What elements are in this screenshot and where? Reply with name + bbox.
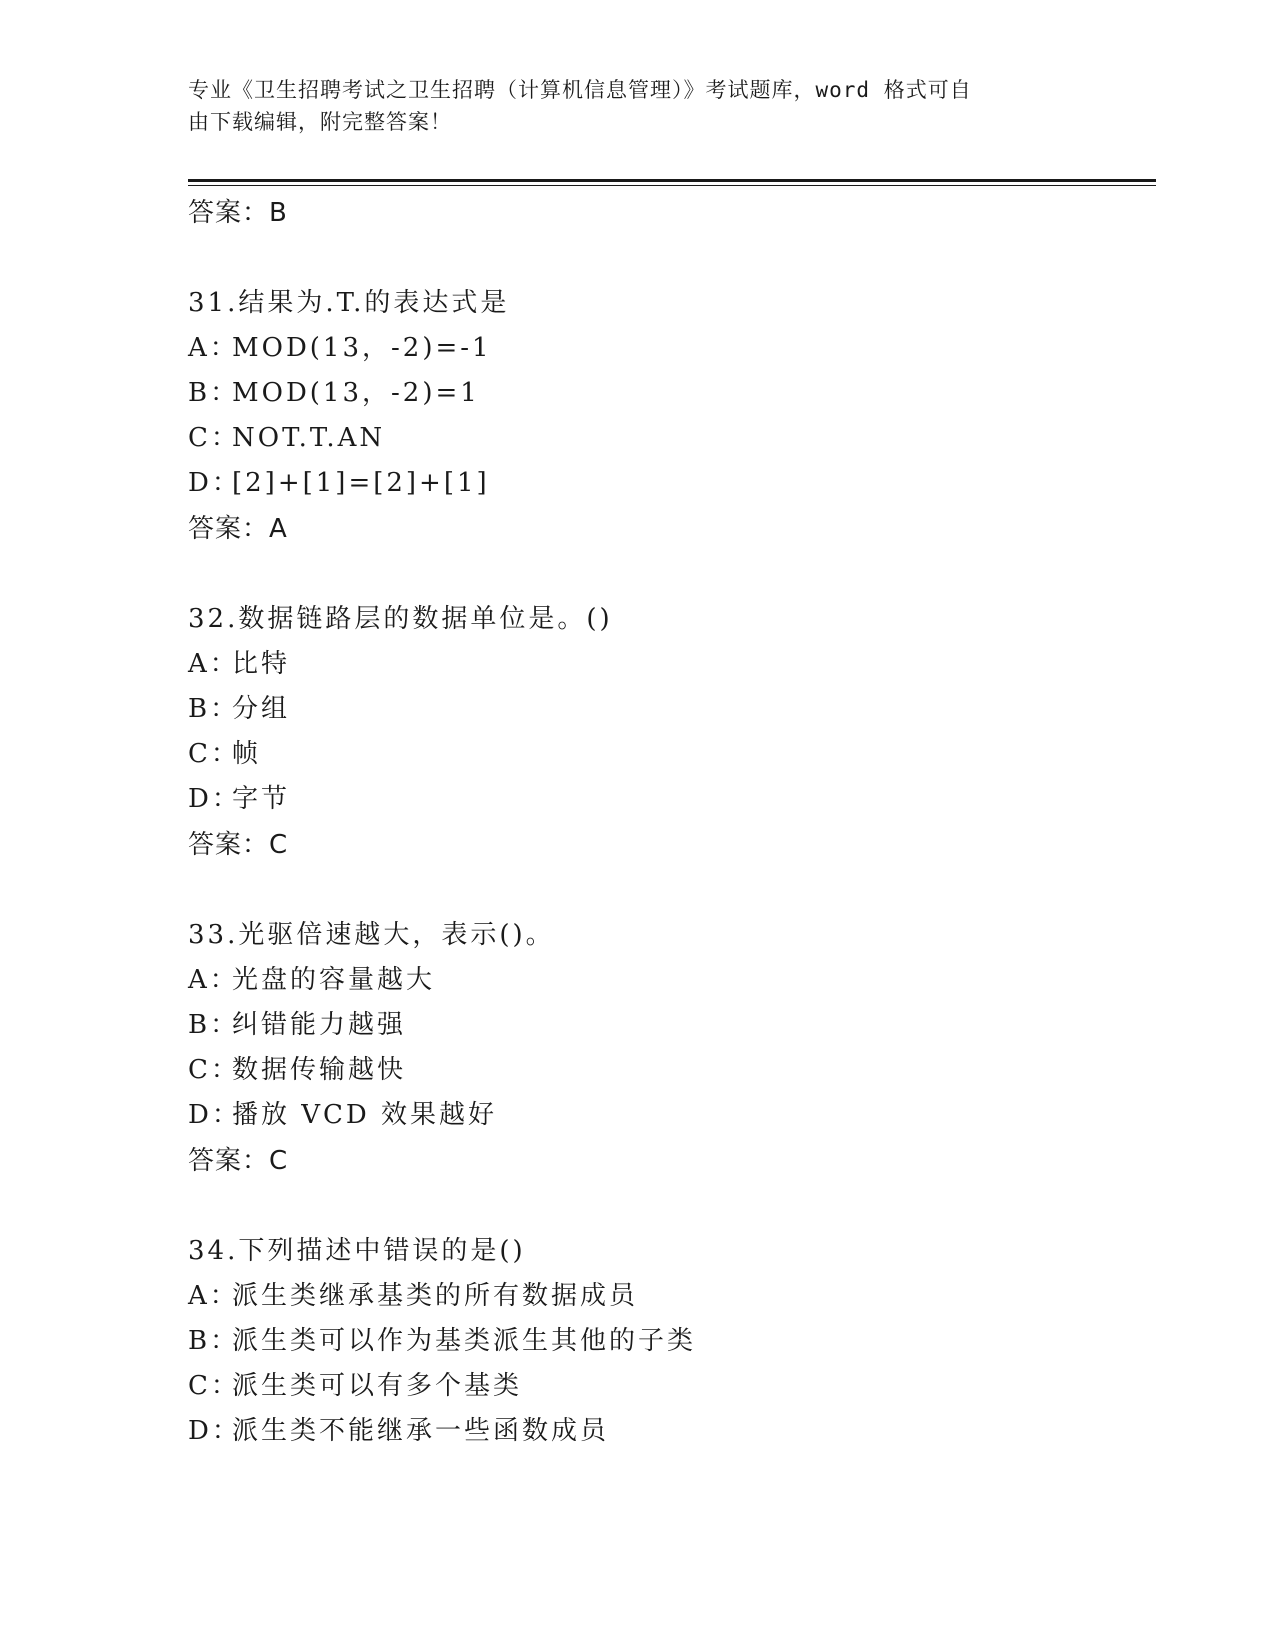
option-key: B： <box>188 1326 240 1356</box>
option-b <box>188 1003 1156 1048</box>
option-c <box>188 1048 1156 1093</box>
question-stem: 32.数据链路层的数据单位是。() <box>188 604 613 634</box>
option-d <box>188 461 1156 506</box>
option-key: A： <box>188 333 239 363</box>
option-text: 派生类可以有多个基类 <box>232 1371 523 1401</box>
option-a <box>188 326 1156 371</box>
option-text: 帧 <box>232 739 262 769</box>
page-header <box>188 74 1068 138</box>
option-key: D： <box>188 1416 241 1446</box>
option-key: C： <box>188 1055 240 1085</box>
option-c <box>188 416 1156 461</box>
option-key: B： <box>188 378 240 408</box>
answer-line: 答案：C <box>188 1146 289 1176</box>
answer-line: 答案：A <box>188 514 288 544</box>
option-text: [2]+[1]=[2]+[1] <box>232 468 490 498</box>
option-c <box>188 1364 1156 1409</box>
option-b <box>188 1319 1156 1364</box>
option-text: 派生类不能继承一些函数成员 <box>232 1416 610 1446</box>
header-line-2: 由下载编辑，附完整答案！ <box>188 110 452 134</box>
option-a <box>188 642 1156 687</box>
question-stem: 33.光驱倍速越大，表示()。 <box>188 920 555 950</box>
answer-line: 答案：B <box>188 198 288 228</box>
option-text: NOT.T.AN <box>232 423 386 453</box>
option-a <box>188 958 1156 1003</box>
question-stem: 31.结果为.T.的表达式是 <box>188 288 510 318</box>
option-key: D： <box>188 1100 241 1130</box>
option-d <box>188 1093 1156 1138</box>
option-text: MOD(13，-2)=1 <box>232 378 480 408</box>
option-d <box>188 777 1156 822</box>
option-text: 比特 <box>232 649 291 679</box>
option-key: C： <box>188 423 240 453</box>
question-stem: 34.下列描述中错误的是() <box>188 1236 526 1266</box>
option-text: 派生类继承基类的所有数据成员 <box>232 1281 639 1311</box>
option-key: A： <box>188 649 239 679</box>
option-key: B： <box>188 1010 240 1040</box>
option-key: A： <box>188 965 239 995</box>
option-key: C： <box>188 1371 240 1401</box>
option-text: 派生类可以作为基类派生其他的子类 <box>232 1326 697 1356</box>
option-key: C： <box>188 739 240 769</box>
option-key: B： <box>188 694 240 724</box>
option-text: 分组 <box>232 694 291 724</box>
header-rule-thin <box>188 185 1156 186</box>
option-key: D： <box>188 468 241 498</box>
header-rule-thick <box>188 179 1156 182</box>
option-key: A： <box>188 1281 239 1311</box>
option-a <box>188 1274 1156 1319</box>
option-text: 数据传输越快 <box>232 1055 407 1085</box>
header-line-1: 专业《卫生招聘考试之卫生招聘（计算机信息管理）》考试题库，word 格式可自 <box>188 78 972 102</box>
option-text: 纠错能力越强 <box>232 1010 407 1040</box>
option-b <box>188 687 1156 732</box>
option-d <box>188 1409 1156 1454</box>
option-text: MOD(13，-2)=-1 <box>232 333 492 363</box>
option-b <box>188 371 1156 416</box>
answer-line: 答案：C <box>188 830 289 860</box>
option-key: D： <box>188 784 241 814</box>
option-text: 字节 <box>232 784 291 814</box>
option-text: 光盘的容量越大 <box>232 965 436 995</box>
option-text: 播放 VCD 效果越好 <box>232 1100 498 1130</box>
option-c <box>188 732 1156 777</box>
question-list <box>188 190 1156 1454</box>
